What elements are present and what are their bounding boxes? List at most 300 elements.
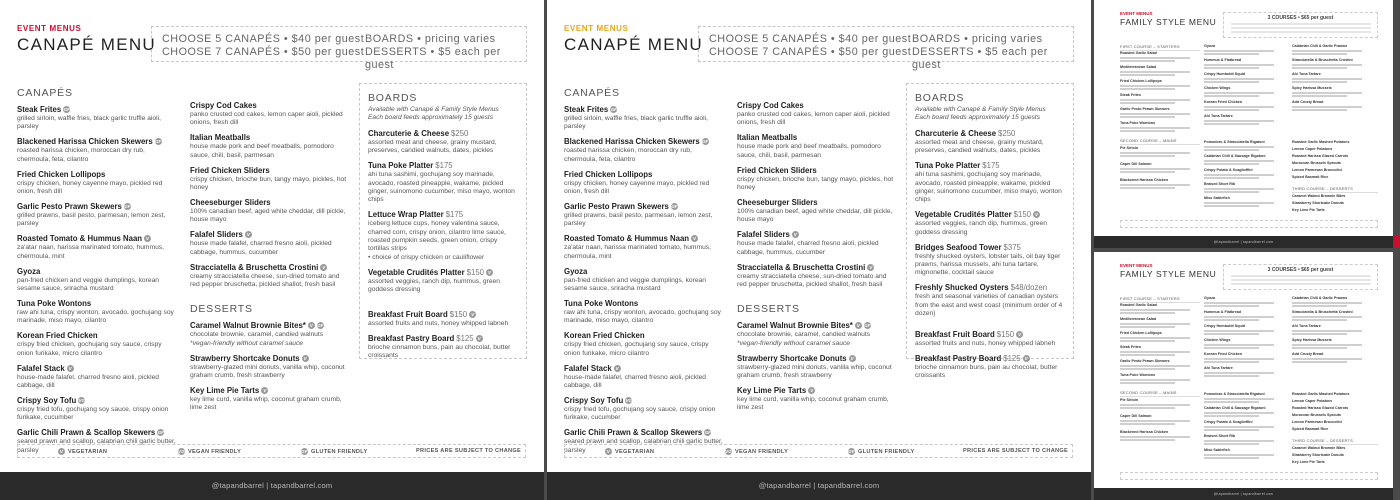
menu-item — [368, 334, 518, 361]
text-line — [1120, 127, 1190, 129]
menu-item — [190, 166, 350, 193]
dietary-legend — [564, 444, 1073, 458]
menu-item-name: Hummus & Flatbread — [1204, 310, 1242, 314]
text-line — [1204, 50, 1274, 52]
menu-item-name — [190, 354, 350, 364]
text-line — [1120, 152, 1190, 154]
menu-item-name: Garlic Pesto Prawn Skewers — [1120, 359, 1170, 363]
text-line — [1204, 81, 1259, 83]
text-line — [1204, 149, 1259, 151]
menu-item — [17, 137, 177, 164]
text-line — [1120, 439, 1175, 441]
menu-item-name — [368, 161, 518, 171]
menu-item — [915, 354, 1065, 381]
menu-item-name: Roasted Harissa Glazed Carrots — [1292, 406, 1349, 410]
gluten-friendly-icon: GF — [124, 203, 131, 209]
vegan-icon: VG — [78, 397, 85, 403]
canapes-column-1 — [564, 87, 724, 460]
text-line — [1292, 344, 1362, 346]
price-line: BOARDS • pricing varies — [912, 33, 1043, 45]
section-title: THIRD COURSE – DESSERTS — [1292, 186, 1378, 193]
menu-item-name: Add Crusty Bread — [1292, 100, 1324, 104]
text-line — [1120, 404, 1190, 406]
menu-item-name — [190, 101, 350, 111]
menu-item — [564, 331, 724, 358]
text-line — [1120, 99, 1190, 101]
text-line — [1204, 109, 1259, 111]
menu-item-name: Moroccan Brussels Sprouts — [1292, 161, 1341, 165]
menu-item-name: Key Lime Pie Tarts — [1292, 460, 1325, 464]
item-name-text: Korean Fried Chicken — [564, 331, 645, 341]
text-line — [1292, 316, 1362, 318]
text-line — [1120, 323, 1190, 325]
section-title-boards: BOARDS — [368, 92, 418, 104]
page-footer: @tapandbarrel | tapandbarrel.com — [1094, 236, 1393, 248]
menu-item — [737, 133, 897, 160]
text-line — [1292, 361, 1347, 363]
pricing-box — [1223, 12, 1378, 38]
legend-label: PRICES ARE SUBJECT TO CHANGE — [963, 448, 1069, 454]
canape-menu-page — [0, 0, 544, 500]
menu-item-name: Gyoza — [1204, 44, 1216, 48]
vegetarian-icon: V — [606, 449, 611, 454]
menu-item-name: Steak Frites — [1120, 93, 1141, 97]
text-line — [1120, 382, 1175, 384]
menu-item-name — [190, 321, 350, 331]
text-line — [1204, 412, 1274, 414]
item-name-text: Italian Meatballs — [737, 133, 798, 143]
legend-label: GLUTEN FRIENDLY — [311, 449, 368, 455]
text-line — [1120, 337, 1190, 339]
page-title: CANAPÉ MENU — [564, 35, 703, 54]
item-desc: crispy chicken, honey cayenne mayo, pickled red onion, fresh dill — [564, 179, 710, 196]
item-name-text: Garlic Pesto Prawn Skewers — [17, 201, 122, 211]
menu-item-name — [737, 386, 897, 396]
menu-item-name: Hummus & Flatbread — [1204, 58, 1242, 62]
text-line — [1204, 415, 1259, 417]
vegetarian-icon: V — [1034, 212, 1038, 218]
menu-item — [190, 263, 350, 290]
menu-item-name: Chicken Wings — [1204, 86, 1231, 90]
text-line — [1231, 31, 1371, 33]
boards-subtitle-line: Each board feeds approximately 15 guests — [368, 114, 493, 122]
text-line — [1204, 95, 1259, 97]
menu-item-name — [17, 299, 177, 309]
text-line — [1204, 457, 1259, 459]
menu-item-name: Spiced Basmati Rice — [1292, 427, 1329, 431]
text-line — [1120, 171, 1175, 173]
boards-subtitle — [915, 106, 1065, 123]
boards-subtitle-line: Available with Canapé & Family Style Menus — [368, 106, 499, 113]
vegetarian-icon: V — [856, 323, 860, 329]
text-line — [1204, 333, 1259, 335]
item-desc: raw ahi tuna, crispy wonton, avocado, gochujang soy marinade, miso mayo, cilantro — [564, 308, 721, 325]
menu-item-name — [915, 283, 1065, 293]
text-line — [1292, 319, 1347, 321]
item-name-text: Breakfast Pastry Board — [915, 353, 1002, 363]
menu-item-name: Lemon Parmesan Broccolini — [1292, 420, 1342, 424]
item-name-text: Stracciatella & Bruschetta Crostini — [190, 262, 319, 272]
item-desc: chocolate brownie, caramel, candied walnuts — [737, 331, 871, 339]
vegetarian-icon: V — [487, 269, 491, 275]
vegetarian-icon: V — [793, 232, 797, 238]
menu-item-name: Roasted Garlic Mashed Potatoes — [1292, 392, 1350, 396]
text-line — [1120, 130, 1175, 132]
menu-item-name: Blackened Harissa Chicken — [1120, 430, 1169, 434]
text-line — [1120, 354, 1175, 356]
item-price: $150 — [466, 267, 484, 277]
item-name-text: Vegetable Crudités Platter — [915, 210, 1012, 220]
text-line — [1292, 106, 1362, 108]
price-line: CHOOSE 7 CANAPÉS • $50 per guest — [709, 46, 912, 58]
menu-item-name: Fried Chicken Lollipops — [1120, 331, 1162, 335]
item-name-text: Garlic Chili Prawn & Scallop Skewers — [17, 428, 156, 438]
text-line — [1120, 74, 1175, 76]
text-line — [1231, 279, 1371, 281]
menu-item-name: Spicy Harissa Mussels — [1292, 86, 1332, 90]
text-line — [1120, 85, 1190, 87]
menu-item-name: Pie Sirloin — [1120, 146, 1139, 150]
item-desc: grilled sirloin, waffle fries, black garlic truffle aioli, parsley — [564, 115, 708, 131]
menu-item-name: Ahi Tuna Tartare — [1292, 324, 1321, 328]
menu-item-name — [737, 321, 897, 331]
section-title: SECOND COURSE – MAINS — [1120, 138, 1200, 145]
item-desc: pan-fried chicken and veggie dumplings, korean sesame sauce, sriracha mustard — [17, 276, 160, 292]
item-desc: key lime curd, vanilla whip, coconut graham crumb, lime zest — [190, 396, 342, 412]
menu-item-name: Chicken Wings — [1204, 338, 1231, 342]
item-name-text: Korean Fried Chicken — [17, 331, 98, 341]
menu-item-name: Caramel Walnut Brownie Bites — [1292, 446, 1346, 450]
item-desc: panko crusted cod cakes, lemon caper aioli, pickled onions, fresh dill — [190, 111, 343, 127]
text-line — [1204, 202, 1274, 204]
menu-item-name — [17, 267, 177, 277]
item-name-text: Caramel Walnut Brownie Bites* — [737, 321, 853, 331]
vegetarian-icon: V — [1018, 332, 1022, 337]
item-name-text: Gyoza — [17, 266, 41, 276]
menu-item — [564, 170, 724, 197]
dietary-legend — [1120, 220, 1378, 228]
menu-item-name — [564, 364, 724, 374]
menu-item-name — [564, 299, 724, 309]
text-line — [1204, 375, 1259, 377]
family-style-menu-thumbnail[interactable] — [1094, 252, 1393, 500]
text-line — [1204, 344, 1274, 346]
text-line — [1231, 27, 1371, 29]
eyebrow-label: EVENT MENUS — [1120, 11, 1153, 16]
price-line: DESSERTS • $5 each per guest — [365, 46, 501, 71]
item-name-text: Breakfast Pastry Board — [368, 334, 455, 343]
menu-item-name: Braised Short Rib — [1204, 182, 1236, 186]
text-line — [1292, 109, 1347, 111]
item-name-text: Crispy Cod Cakes — [190, 101, 257, 110]
item-name-text: Italian Meatballs — [190, 133, 251, 143]
menu-item — [737, 386, 897, 413]
legend-label: VEGETARIAN — [68, 449, 108, 455]
text-line — [1204, 163, 1259, 165]
text-line — [1204, 429, 1259, 431]
menu-item-name: Tuna Poke Wontons — [1120, 121, 1156, 125]
item-name-text: Freshly Shucked Oysters — [915, 283, 1009, 293]
menu-item-name: Calabrian Chili & Garlic Prawns — [1292, 296, 1348, 300]
family-style-menu-thumbnail[interactable] — [1094, 0, 1393, 248]
item-name-text: Tuna Poke Platter — [368, 161, 434, 171]
dietary-legend — [17, 444, 526, 458]
menu-item — [190, 321, 350, 348]
menu-item-name: Mediterranean Salad — [1120, 65, 1157, 69]
text-line — [1120, 326, 1175, 328]
text-line — [1204, 177, 1259, 179]
menu-item-name: Strawberry Shortcake Donuts — [1292, 201, 1344, 205]
item-desc: crispy fried chicken, gochujang soy sauce, crispy onion furikake, micro cilantro — [564, 341, 709, 357]
menu-item-name: Korean Fried Chicken — [1204, 100, 1243, 104]
text-line — [1204, 205, 1259, 207]
menu-item-name — [368, 210, 518, 220]
text-line — [1204, 454, 1274, 456]
text-line — [1292, 64, 1362, 66]
page-title: FAMILY STYLE MENU — [1120, 17, 1217, 27]
dietary-legend — [1120, 472, 1378, 480]
item-desc: za'atar naan, harissa marinated tomato, hummus, chermoula, mint — [17, 244, 164, 260]
eyebrow-label: EVENT MENUS — [564, 24, 629, 33]
menu-item-name: Roasted Garlic Salad — [1120, 303, 1157, 307]
item-desc: assorted meat and cheese, grainy mustard, preserves, candied walnuts, dates, pickles — [368, 138, 497, 155]
item-name-text: Fried Chicken Sliders — [190, 165, 270, 175]
section-title: FIRST COURSE – STARTERS — [1120, 44, 1200, 51]
item-desc: strawberry-glazed mini donuts, vanilla whip, coconut graham crumb, fresh strawberry — [737, 363, 892, 380]
menu-item — [737, 230, 897, 257]
menu-item-name — [17, 396, 177, 406]
menu-item-name — [190, 198, 350, 208]
menu-item — [564, 299, 724, 326]
menu-item — [564, 267, 724, 294]
boards-subtitle — [368, 106, 518, 123]
price-line: BOARDS • pricing varies — [365, 33, 496, 45]
text-line — [1120, 60, 1175, 62]
text-line — [1204, 361, 1259, 363]
text-line — [1120, 407, 1175, 409]
menu-item — [564, 234, 724, 261]
menu-item-name: Caper Dill Salmon — [1120, 414, 1152, 418]
text-line — [1204, 78, 1274, 80]
menu-item-name — [564, 202, 724, 212]
section-title-desserts: DESSERTS — [737, 303, 800, 316]
item-name-text: Blackened Harissa Chicken Skewers — [17, 137, 153, 147]
vegetarian-icon: V — [615, 365, 619, 371]
menu-item-name — [915, 354, 1065, 364]
menu-item-name — [564, 331, 724, 341]
item-name-text: Lettuce Wrap Platter — [368, 210, 444, 220]
price-line: CHOOSE 5 CANAPÉS • $40 per guest — [709, 33, 912, 45]
item-name-text: Charcuterie & Cheese — [368, 128, 450, 138]
item-name-text: Vegetable Crudités Platter — [368, 267, 465, 277]
text-line — [1204, 316, 1274, 318]
menu-item-name: Crispy Humboldt Squid — [1204, 72, 1245, 76]
section-title-canapes: CANAPÉS — [564, 87, 620, 99]
menu-item-name: Roasted Harissa Glazed Carrots — [1292, 154, 1349, 158]
menu-item-name: Stracciatella & Bruschetta Crostini — [1292, 310, 1353, 314]
text-line — [1204, 401, 1259, 403]
menu-item — [17, 105, 177, 132]
vegan-icon: VG — [725, 449, 733, 454]
eyebrow-label: EVENT MENUS — [1120, 263, 1153, 268]
text-line — [1204, 92, 1274, 94]
text-line — [1120, 423, 1175, 425]
page-marker-tab[interactable] — [1394, 236, 1400, 248]
item-name-text: Steak Frites — [564, 105, 609, 114]
menu-item — [368, 268, 518, 295]
item-desc: grilled sirloin, waffle fries, black garlic truffle aioli, parsley — [17, 115, 161, 131]
menu-item-name: Korean Fried Chicken — [1204, 352, 1243, 356]
vegetarian-icon: V — [471, 312, 475, 318]
menu-item-name — [190, 133, 350, 143]
menu-item-name: Add Crusty Bread — [1292, 352, 1324, 356]
text-line — [1292, 305, 1347, 307]
item-desc: crispy chicken, brioche bun, tangy mayo, pickles, hot honey — [737, 175, 894, 192]
menu-item — [190, 101, 350, 128]
menu-item-name — [915, 243, 1065, 253]
item-name-text: Key Lime Pie Tarts — [737, 386, 807, 395]
text-line — [1204, 443, 1259, 445]
item-name-text: Caramel Walnut Brownie Bites* — [190, 321, 306, 331]
pricing-box — [1223, 264, 1378, 290]
menu-item — [368, 129, 518, 156]
text-line — [1120, 57, 1190, 59]
item-name-text: Steak Frites — [17, 105, 62, 114]
item-price: $375 — [1003, 242, 1021, 252]
menu-item — [368, 161, 518, 205]
item-desc: house-made falafel, charred fresno aioli, pickled cabbage, dill — [564, 373, 707, 389]
item-desc: assorted veggies, ranch dip, hummus, green goddess dressing — [915, 220, 1047, 236]
menu-item-name — [368, 310, 518, 320]
menu-item-name — [564, 267, 724, 277]
boards-box — [906, 83, 1074, 380]
text-line — [1204, 67, 1259, 69]
menu-item-name: Lemon Caper Potatoes — [1292, 399, 1333, 403]
text-line — [1231, 23, 1371, 25]
item-desc: ahi tuna sashimi, gochujang soy marinade, avocado, roasted pineapple, wakame, pickled ginger, suinomono cucumber, miso mayo, wonton chips — [368, 171, 515, 204]
text-line — [1204, 120, 1274, 122]
text-line — [1120, 116, 1175, 118]
menu-item — [564, 396, 724, 423]
menu-item — [737, 198, 897, 225]
text-line — [1204, 53, 1259, 55]
item-desc: pan-fried chicken and veggie dumplings, korean sesame sauce, sriracha mustard — [564, 276, 707, 292]
menu-item-name: Moroccan Brussels Sprouts — [1292, 413, 1341, 417]
item-desc: freshly shucked oysters, lobster tails, oil bay tiger prawns, harissa mussels, ahi tuna tartare, mignonette, cocktail sauce — [915, 252, 1061, 277]
item-name-text: Cheeseburger Sliders — [190, 197, 271, 207]
text-line — [1120, 368, 1175, 370]
section-title-boards: BOARDS — [915, 92, 965, 104]
menu-item-name: Spicy Harissa Mussels — [1292, 338, 1332, 342]
price-line: 3 COURSES • $65 per guest — [1267, 15, 1334, 21]
menu-item-name: Crispy Potato & Scaglioffini — [1204, 168, 1253, 172]
menu-item-name: Garlic Pesto Prawn Skewers — [1120, 107, 1170, 111]
item-name-text: Falafel Sliders — [737, 230, 790, 240]
text-line — [1120, 113, 1190, 115]
menu-item-name — [190, 263, 350, 273]
text-line — [1120, 312, 1175, 314]
section-title: FIRST COURSE – STARTERS — [1120, 296, 1200, 303]
menu-item-name: Caper Dill Salmon — [1120, 162, 1152, 166]
item-desc: strawberry-glazed mini donuts, vanilla whip, coconut graham crumb, fresh strawberry — [190, 363, 345, 380]
vegetarian-icon: V — [146, 236, 150, 242]
item-name-text: Garlic Chili Prawn & Scallop Skewers — [564, 428, 703, 438]
menu-item-name — [368, 129, 518, 139]
gluten-friendly-icon: GF — [702, 139, 709, 145]
text-line — [1120, 436, 1190, 438]
menu-item-name — [17, 364, 177, 374]
item-name-text: Crispy Cod Cakes — [737, 101, 804, 110]
gluten-friendly-icon: GF — [155, 139, 162, 145]
item-name-text: Charcuterie & Cheese — [915, 128, 997, 138]
menu-item-name: Roasted Garlic Salad — [1120, 51, 1157, 55]
item-desc: roasted harissa chicken, moroccan dry rub, chermoula, feta, cilantro — [17, 147, 145, 163]
menu-item — [915, 330, 1065, 348]
text-line — [1120, 340, 1175, 342]
section-title: SECOND COURSE – MAINS — [1120, 390, 1200, 397]
item-name-text: Breakfast Fruit Board — [915, 330, 995, 339]
item-name-text: Roasted Tomato & Hummus Naan — [17, 234, 143, 244]
menu-item-name: Gyoza — [1204, 296, 1216, 300]
vegetarian-icon: V — [309, 323, 313, 329]
menu-item — [737, 354, 897, 381]
item-name-text: Tuna Poke Wontons — [564, 298, 639, 308]
text-line — [1120, 102, 1175, 104]
price-line: CHOOSE 5 CANAPÉS • $40 per guest — [162, 33, 365, 45]
text-line — [1292, 333, 1347, 335]
menu-item-name: Crispy Humboldt Squid — [1204, 324, 1245, 328]
text-line — [1292, 67, 1347, 69]
menu-item — [915, 161, 1065, 205]
item-desc: house made falafel, charred fresno aioli, pickled cabbage, hummus, cucumber — [737, 240, 879, 256]
item-desc: house made falafel, charred fresno aioli, pickled cabbage, hummus, cucumber — [190, 240, 332, 256]
text-line — [1120, 155, 1175, 157]
boards-subtitle-line: Each board feeds approximately 15 guests — [915, 114, 1040, 122]
menu-item-name — [915, 161, 1065, 171]
menu-item — [737, 263, 897, 290]
page-footer: @tapandbarrel | tapandbarrel.com — [547, 472, 1091, 500]
menu-item — [190, 198, 350, 225]
menu-item — [17, 267, 177, 294]
item-desc: assorted meat and cheese, grainy mustard, preserves, candied walnuts, dates, pickles — [915, 138, 1044, 155]
canapes-column-2 — [190, 101, 350, 418]
text-line — [1120, 88, 1175, 90]
menu-item — [17, 396, 177, 423]
item-desc: creamy stracciatella cheese, sun-dried tomato and red pepper bruschetta, pickled shallot, fresh basil — [190, 272, 340, 288]
vegetarian-icon: V — [850, 355, 854, 361]
menu-item — [915, 243, 1065, 278]
item-name-text: Falafel Sliders — [190, 230, 243, 240]
menu-item-name — [564, 428, 724, 438]
item-name-text: Tuna Poke Platter — [915, 161, 981, 171]
menu-item-name: Crispy Potato & Scaglioffini — [1204, 420, 1253, 424]
text-line — [1204, 146, 1274, 148]
item-desc: seared prawn and scallop, calabrian chili garlic butter, parsley — [17, 438, 176, 454]
item-desc: house-made falafel, charred fresno aioli, pickled cabbage, dill — [17, 373, 160, 389]
item-name-text: Cheeseburger Sliders — [737, 197, 818, 207]
menu-item — [190, 386, 350, 413]
item-price: $125 — [456, 334, 474, 343]
vegetarian-icon: V — [322, 264, 326, 270]
menu-item-name: Lemon Caper Potatoes — [1292, 147, 1333, 151]
text-line — [1204, 64, 1274, 66]
item-desc: key lime curd, vanilla whip, coconut graham crumb, lime zest — [737, 396, 889, 412]
vegetarian-icon: V — [869, 264, 873, 270]
text-line — [1120, 420, 1190, 422]
item-price: $175 — [982, 161, 1000, 171]
gluten-friendly-icon: GF — [610, 107, 617, 112]
legend-label: VEGAN FRIENDLY — [188, 449, 242, 455]
